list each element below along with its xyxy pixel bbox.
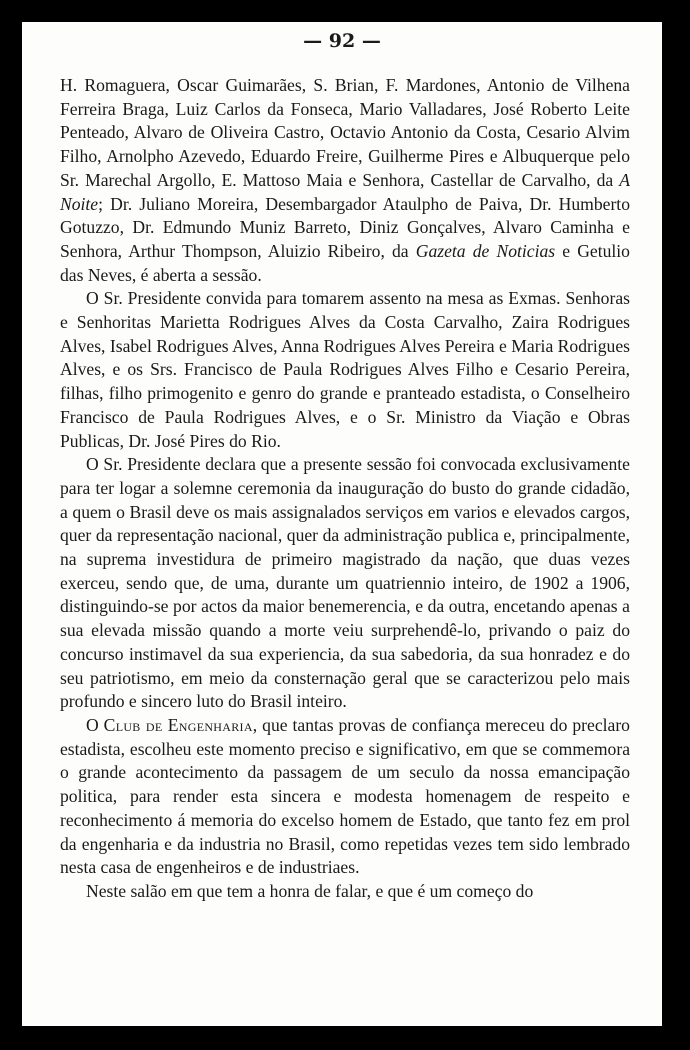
club-name: Club de Engenharia xyxy=(103,714,253,735)
paragraph-attendees xyxy=(60,74,630,287)
paragraph-neste-salao xyxy=(60,880,630,904)
text-run: ; Dr. Juliano Moreira, Desembargador Ataulpho de Paiva, Dr. Humberto Gotuzzo, Dr. Edmundo Muniz Barreto, Diniz Gonçalves, Alvaro Caminha e Senhora, Arthur Thompson, Aluizio Ribeiro, da xyxy=(60,193,630,261)
newspaper-name-gazeta: Gazeta de Noticias xyxy=(415,240,556,261)
text-run: e Getulio das Neves, é aberta a sessão. xyxy=(60,240,630,285)
page-number: — 92 — xyxy=(303,30,381,52)
text-run: O Sr. Presidente declara que a presente sessão foi convocada exclusivamente para ter logar a solemne ceremonia da inauguração do busto do grande cidadão, a quem o Brasil deve os mais assignalados serviços em varios e elevados cargos, quer da representação nacional, quer da administração publica e, principalmente, na suprema investidura de primeiro magistrado da nação, que duas vezes exerceu, sendo que, de uma, durante um quatriennio inteiro, de 1902 a 1906, distinguindo-se por actos da maior benemerencia, e da outra, encetando apenas a sua elevada missão quando a morte veiu surprehendê-lo, privando o paiz do concurso instimavel da sua experiencia, da sua sabedoria, da sua honradez e do seu patriotismo, em meio da consternação geral que se caracterizou pelo mais profundo e sincero luto do Brasil inteiro. xyxy=(60,454,630,712)
body-text xyxy=(60,74,630,904)
paragraph-president-invites xyxy=(60,287,630,453)
text-run: H. Romaguera, Oscar Guimarães, S. Brian, F. Mardones, Antonio de Vilhena Ferreira Braga, Luiz Carlos da Fonseca, Mario Valladares, José Roberto Leite Penteado, Alvaro de Oliveira Castro, Octavio Antonio da Costa, Cesario Alvim Filho, Arnolpho Azevedo, Eduardo Freire, Guilherme Pires e Albuquerque pelo Sr. Marechal Argollo, E. Mattoso Maia e Senhora, Castellar de Carvalho, da xyxy=(60,75,630,190)
text-run: O Sr. Presidente convida para tomarem assento na mesa as Exmas. Senhoras e Senhoritas Marietta Rodrigues Alves da Costa Carvalho, Zaira Rodrigues Alves, Isabel Rodrigues Alves, Anna Rodrigues Alves Pereira e Maria Rodrigues Alves, e os Srs. Francisco de Paula Rodrigues Alves Filho e Cesario Pereira, filhas, filho primogenito e genro do grande e pranteado estadista, o Conselheiro Francisco de Paula Rodrigues Alves, e o Sr. Ministro da Viação e Obras Publicas, Dr. José Pires do Rio. xyxy=(60,288,630,451)
newspaper-name-a-noite: A Noite xyxy=(60,169,630,214)
book-page xyxy=(22,22,662,1026)
text-run: Neste salão em que tem a honra de falar, e que é um começo do xyxy=(86,880,534,901)
text-run: , que tantas provas de confiança mereceu do preclaro estadista, escolheu este momento preciso e significativo, em que se commemora o grande acontecimento da passagem de um seculo da nossa emancipação politica, para render esta sincera e modesta homenagem de respeito e reconhecimento á memoria do excelso homem de Estado, que tanto fez em prol da engenharia e da industria no Brasil, como repetidas vezes tem sido lembrado nesta casa de engenheiros e de industriaes. xyxy=(60,714,630,878)
paragraph-president-declares xyxy=(60,453,630,714)
text-run: O xyxy=(86,714,104,735)
paragraph-club-engenharia xyxy=(60,714,630,880)
